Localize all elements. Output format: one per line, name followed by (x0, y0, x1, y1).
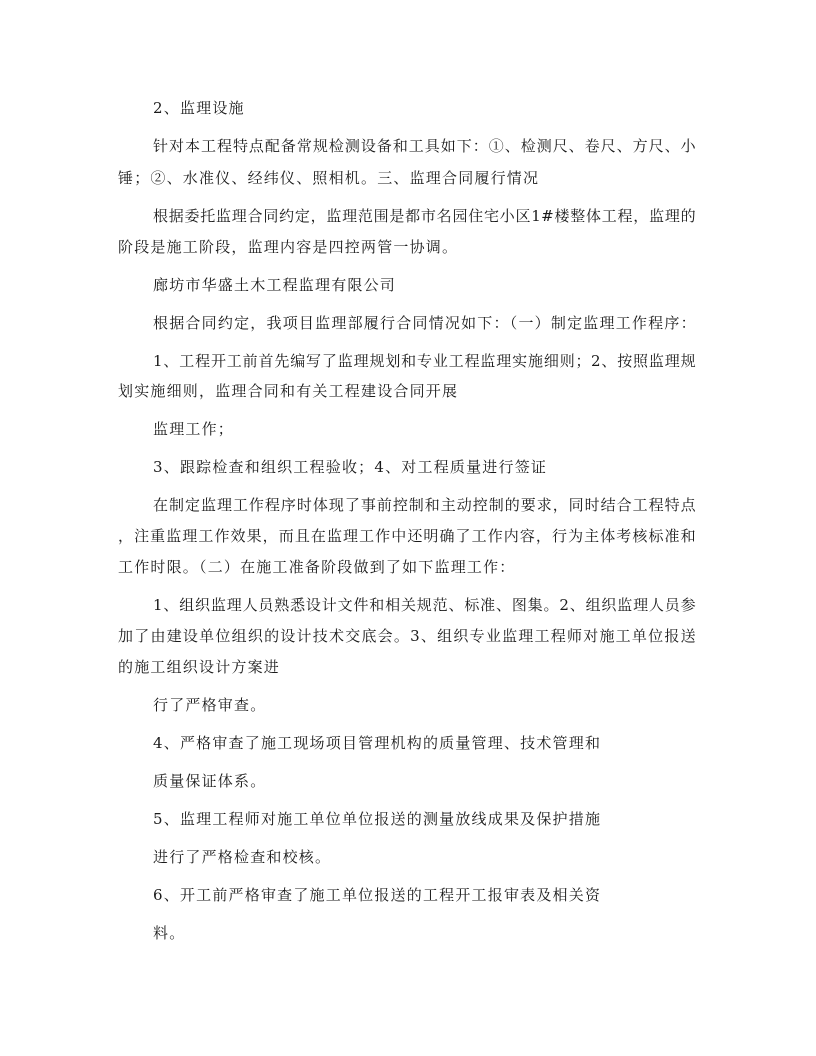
paragraph-line: 行了严格审查。 (153, 696, 267, 714)
paragraph-line: 根据合同约定，我项目监理部履行合同情况如下：（一）制定监理工作程序： (153, 314, 696, 332)
paragraph-line: 监理工作； (153, 420, 235, 438)
paragraph-line: 根据委托监理合同约定，监理范围是都市名园住宅小区1#楼整体工程，监理的 (153, 207, 696, 225)
paragraph-line: 1、工程开工前首先编写了监理规划和专业工程监理实施细则；2、按照监理规 (153, 352, 696, 370)
paragraph-line: 在制定监理工作程序时体现了事前控制和主动控制的要求，同时结合工程特点 (153, 496, 696, 514)
paragraph-line: 6、开工前严格审查了施工单位报送的工程开工报审表及相关资 (153, 886, 602, 904)
paragraph-line: 进行了严格检查和校核。 (153, 848, 332, 866)
paragraph-line: 的施工组织设计方案进 (118, 658, 281, 676)
paragraph-line: 质量保证体系。 (153, 772, 267, 790)
paragraph-line: 针对本工程特点配备常规检测设备和工具如下：①、检测尺、卷尺、方尺、小 (153, 137, 696, 155)
paragraph-line: 4、严格审查了施工现场项目管理机构的质量管理、技术管理和 (153, 734, 602, 752)
paragraph-line: 工作时限。（二）在施工准备阶段做到了如下监理工作： (118, 558, 516, 576)
company-name: 廊坊市华盛土木工程监理有限公司 (153, 276, 397, 294)
paragraph-line: ，注重监理工作效果，而且在监理工作中还明确了工作内容，行为主体考核标准和 (118, 527, 696, 545)
paragraph-line: 料。 (153, 924, 186, 942)
paragraph-line: 3、跟踪检查和组织工程验收；4、对工程质量进行签证 (153, 458, 548, 476)
section-heading-supervision-facilities: 2、监理设施 (153, 99, 245, 117)
paragraph-line: 1、组织监理人员熟悉设计文件和相关规范、标准、图集。2、组织监理人员参 (153, 596, 696, 614)
paragraph-line: 阶段是施工阶段，监理内容是四控两管一协调。 (118, 238, 459, 256)
paragraph-line: 锤；②、水准仪、经纬仪、照相机。三、监理合同履行情况 (118, 169, 540, 187)
paragraph-line: 5、监理工程师对施工单位单位报送的测量放线成果及保护措施 (153, 810, 602, 828)
paragraph-line: 划实施细则，监理合同和有关工程建设合同开展 (118, 382, 459, 400)
paragraph-line: 加了由建设单位组织的设计技术交底会。3、组织专业监理工程师对施工单位报送 (118, 627, 696, 645)
